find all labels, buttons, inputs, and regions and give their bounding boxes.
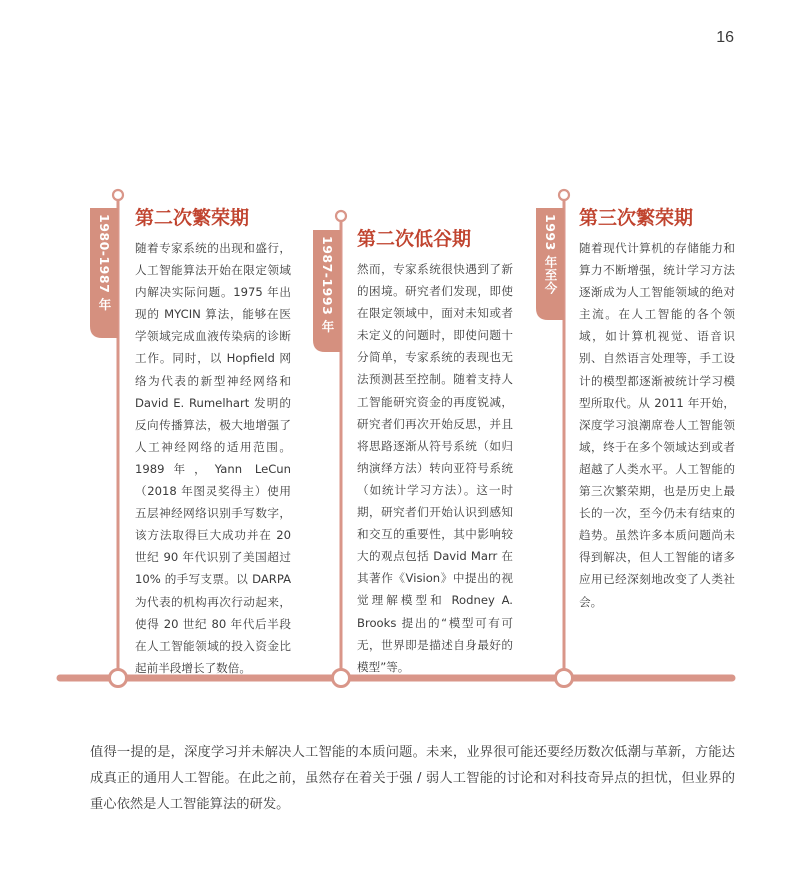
page-number: 16 <box>716 29 734 46</box>
period-years-2: 1987-1993 年 <box>320 236 335 334</box>
timeline-top-dot-3 <box>559 190 569 200</box>
timeline-top-dot-2 <box>336 211 346 221</box>
timeline-node-1 <box>110 670 127 687</box>
period-years-3: 1993 年至今 <box>543 214 558 295</box>
conclusion-paragraph: 值得一提的是，深度学习并未解决人工智能的本质问题。未来，业界很可能还要经历数次低潮与革新，方能达成真正的通用人工智能。在此之前，虽然存在着关于强 / 弱人工智能的讨论和对科技奇异点的担忧，但业界的重心依然是人工智能算法的研发。 <box>90 745 735 812</box>
period-title-1: 第二次繁荣期 <box>135 207 250 229</box>
period-title-3: 第三次繁荣期 <box>579 207 694 229</box>
period-body-3: 随着现代计算机的存储能力和算力不断增强，统计学习方法逐渐成为人工智能领域的绝对主流。在人工智能的各个领域，如计算机视觉、语音识别、自然语言处理等，手工设计的模型都逐渐被统计学习模型所取代。从 2011 年开始，深度学习浪潮席卷人工智能领域，终于在多个领域达到或者超越了人类水平。人工智能的第三次繁荣期，也是历史上最长的一次，至今仍未有结束的趋势。虽然许多本质问题尚未得到解决，但人工智能的诸多应用已经深刻地改变了人类社会。 <box>579 241 735 609</box>
timeline-top-dot-1 <box>113 190 123 200</box>
period-body-2: 然而，专家系统很快遇到了新的困境。研究者们发现，即使在限定领域中，面对未知或者未定义的问题时，即使问题十分简单，专家系统的表现也无法预测甚至控制。随着支持人工智能研究资金的再度锐减，研究者们再次开始反思，并且将思路逐渐从符号系统（如归纳演绎方法）转向亚符号系统（如统计学习方法）。这一时期，研究者们开始认识到感知和交互的重要性，其中影响较大的观点包括 David Marr 在其著作《Vision》中提出的视觉理解模型和 Rodney A. Brooks 提出的“模型可有可无，世界即是描述自身最好的模型”等。 <box>357 262 513 674</box>
timeline-node-3 <box>556 670 573 687</box>
period-title-2: 第二次低谷期 <box>357 228 472 250</box>
period-body-1: 随着专家系统的出现和盛行，人工智能算法开始在限定领域内解决实际问题。1975 年出现的 MYCIN 算法，能够在医学领域完成血液传染病的诊断工作。同时，以 Hopfield 网络为代表的新型神经网络和 David E. Rumelhart 发明的反向传播算法，极大地增强了人工神经网络的适用范围。1989年，Yann LeCun（2018 年图灵奖得主）使用五层神经网络识别手写数字，该方法取得巨大成功并在 20 世纪 90 年代识别了美国超过 10% 的手写支票。以 DARPA 为代表的机构再次行动起来，使得 20 世纪 80 年代后半段在人工智能领域的投入资金比起前半段增长了数倍。 <box>135 241 291 675</box>
period-years-1: 1980-1987 年 <box>97 214 112 312</box>
timeline-node-2 <box>333 670 350 687</box>
